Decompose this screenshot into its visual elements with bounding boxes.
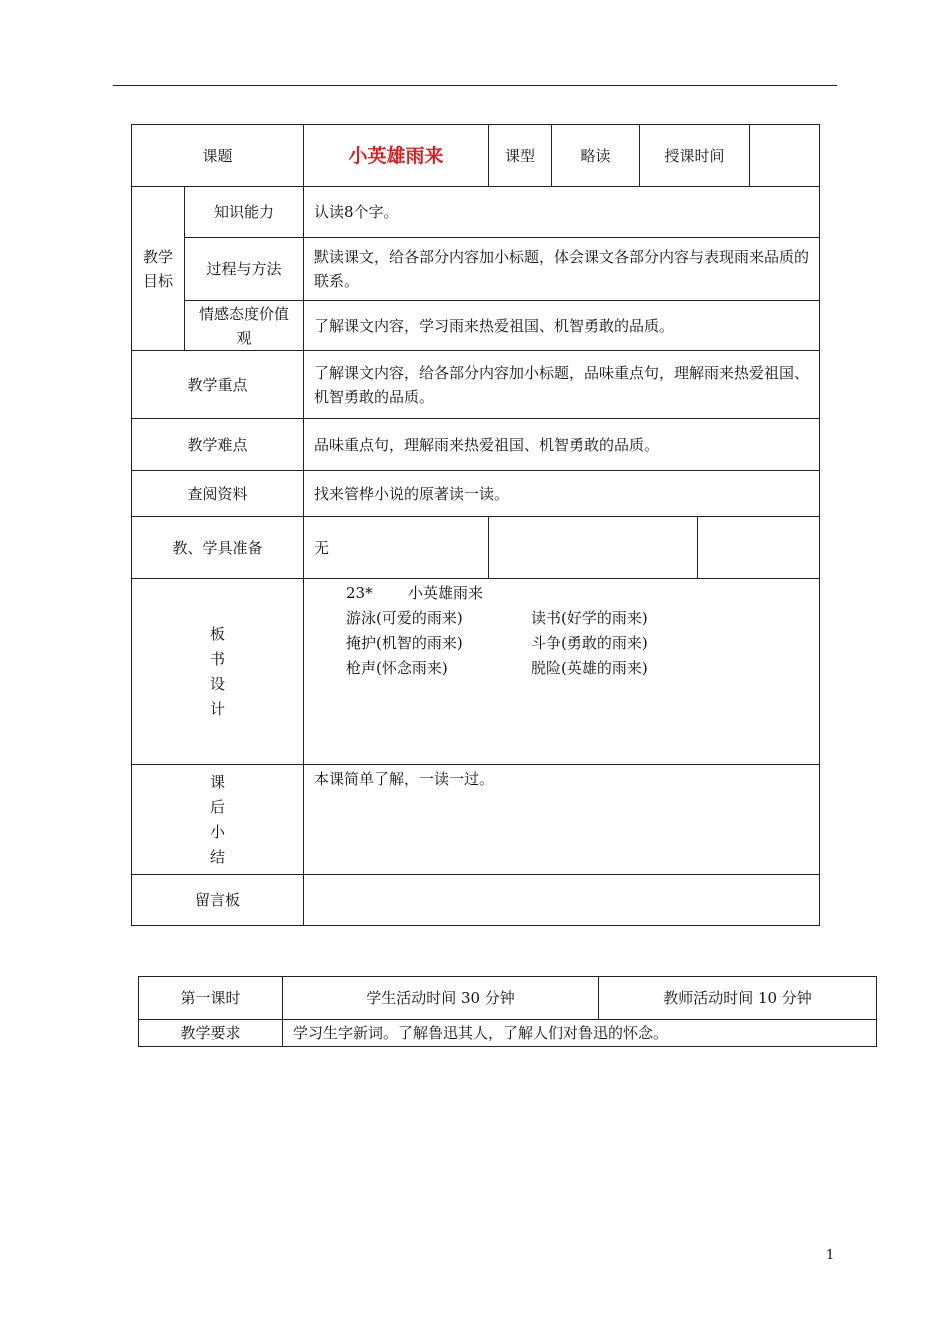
- summary-label-char: 结: [210, 847, 226, 866]
- board-heading: [346, 581, 819, 606]
- teacher-time: 教师活动时间 10 分钟: [599, 977, 877, 1020]
- board-label: [132, 579, 304, 765]
- board-row: [346, 606, 819, 631]
- goal-text: 了解课文内容，学习雨来热爱祖国、机智勇敢的品质。: [304, 301, 820, 351]
- board-left-item: 掩护(机智的雨来): [346, 634, 463, 652]
- summary-label-char: 小: [210, 822, 226, 841]
- message-text: [304, 875, 820, 926]
- goal-label: 过程与方法: [185, 238, 304, 301]
- type-label: 课型: [489, 125, 552, 187]
- time-label: 授课时间: [640, 125, 750, 187]
- goal-text: 默读课文，给各部分内容加小标题，体会课文各部分内容与表现雨来品质的联系。: [304, 238, 820, 301]
- board-label-char: 板: [210, 624, 226, 643]
- type-value: 略读: [552, 125, 640, 187]
- reference-text: 找来管桦小说的原著读一读。: [304, 471, 820, 517]
- tools-empty-cell: [489, 517, 698, 579]
- requirement-label: 教学要求: [139, 1020, 283, 1047]
- board-left-item: 游泳(可爱的雨来): [346, 609, 463, 627]
- lesson-title: 小英雄雨来: [304, 125, 489, 187]
- board-heading-number: 23*: [346, 584, 373, 602]
- goals-label: 教学目标: [132, 187, 185, 351]
- board-label-char: 设: [210, 674, 226, 693]
- difficulty-text: 品味重点句，理解雨来热爱祖国、机智勇敢的品质。: [304, 419, 820, 471]
- header-rule: [113, 85, 837, 86]
- summary-text: 本课简单了解，一读一过。: [304, 765, 820, 875]
- goal-label: 情感态度价值观: [185, 301, 304, 351]
- period-table: [138, 976, 877, 1047]
- message-label: 留言板: [132, 875, 304, 926]
- summary-label-char: 后: [210, 797, 226, 816]
- board-right-item: 脱险(英雄的雨来): [531, 659, 648, 677]
- requirement-text: 学习生字新词。了解鲁迅其人，了解人们对鲁迅的怀念。: [283, 1020, 877, 1047]
- tools-text: 无: [304, 517, 489, 579]
- tools-label: 教、学具准备: [132, 517, 304, 579]
- lesson-plan-table: [131, 124, 820, 926]
- period-label: 第一课时: [139, 977, 283, 1020]
- reference-label: 查阅资料: [132, 471, 304, 517]
- board-design: [304, 579, 820, 765]
- board-right-item: 读书(好学的雨来): [531, 609, 648, 627]
- key-points-label: 教学重点: [132, 351, 304, 419]
- summary-label-char: 课: [210, 772, 226, 791]
- tools-empty-cell: [698, 517, 820, 579]
- board-right-item: 斗争(勇敢的雨来): [531, 634, 648, 652]
- page-number: 1: [826, 1248, 835, 1263]
- board-row: [346, 656, 819, 681]
- board-label-char: 书: [210, 649, 226, 668]
- board-row: [346, 631, 819, 656]
- board-label-char: 计: [210, 699, 226, 718]
- topic-label: 课题: [132, 125, 304, 187]
- time-value: [750, 125, 820, 187]
- student-time: 学生活动时间 30 分钟: [283, 977, 599, 1020]
- board-heading-title: 小英雄雨来: [408, 584, 484, 602]
- key-points-text: 了解课文内容，给各部分内容加小标题，品味重点句，理解雨来热爱祖国、机智勇敢的品质。: [304, 351, 820, 419]
- difficulty-label: 教学难点: [132, 419, 304, 471]
- goal-text: 认读8个字。: [304, 187, 820, 238]
- goal-label: 知识能力: [185, 187, 304, 238]
- summary-label: [132, 765, 304, 875]
- board-left-item: 枪声(怀念雨来): [346, 659, 448, 677]
